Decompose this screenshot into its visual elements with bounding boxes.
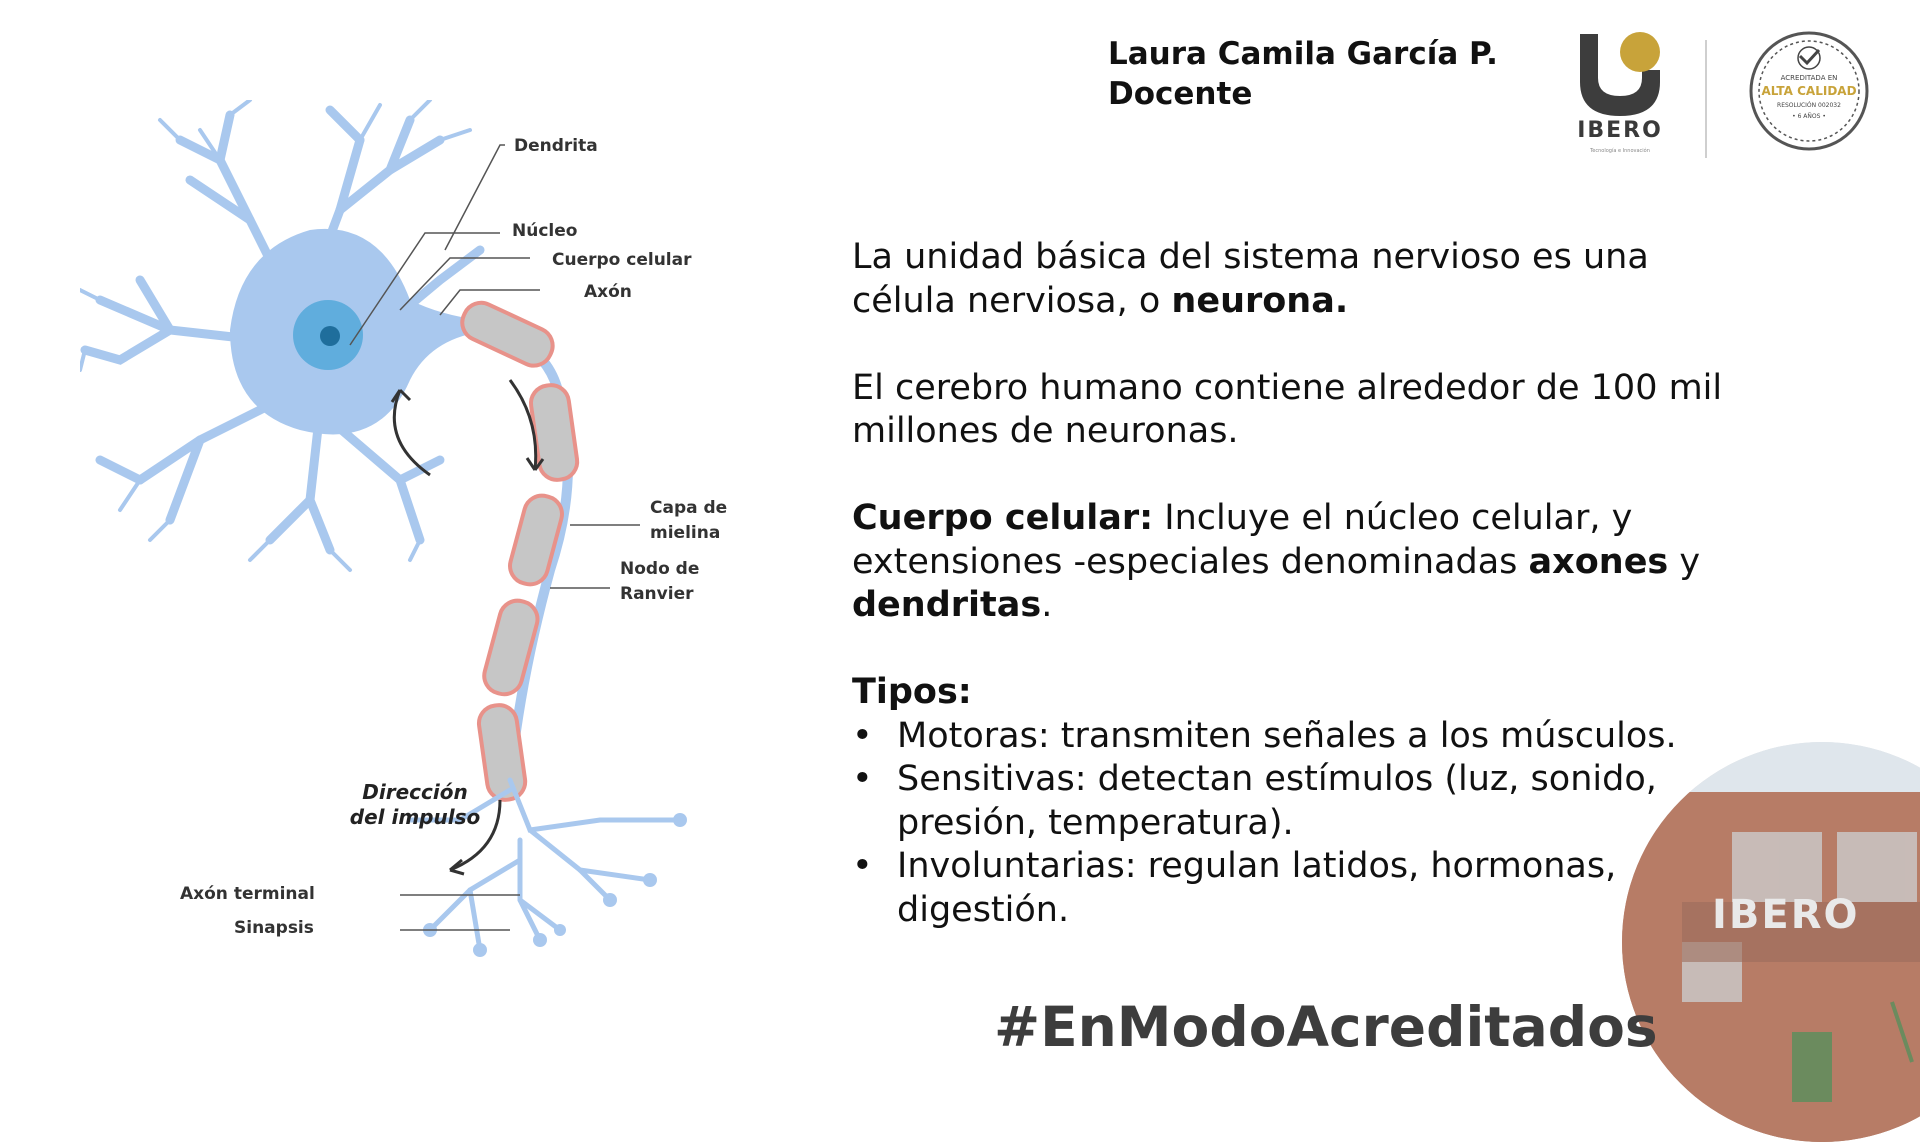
seal-line-2: ALTA CALIDAD xyxy=(1761,84,1857,98)
types-list xyxy=(852,715,1732,933)
label-dendrita: Dendrita xyxy=(514,136,598,156)
paragraph-cuerpo-celular: Cuerpo celular: Incluye el núcleo celular, y extensiones -especiales denominadas axones y dendritas. xyxy=(852,498,1701,625)
types-title: Tipos: xyxy=(852,672,972,712)
ibero-wordmark: IBERO xyxy=(1577,118,1663,143)
accreditation-seal xyxy=(1748,30,1870,152)
ibero-logo-icon xyxy=(1570,30,1670,120)
label-axon-terminal: Axón terminal xyxy=(180,884,315,904)
header xyxy=(1108,34,1498,114)
presenter-name: Laura Camila García P. xyxy=(1108,36,1498,72)
label-nucleo: Núcleo xyxy=(512,221,578,241)
list-item: • Sensitivas: detectan estímulos (luz, sonido, presión, temperatura). xyxy=(852,759,1657,843)
hashtag: #EnModoAcreditados xyxy=(994,995,1658,1059)
list-item: • Involuntarias: regulan latidos, hormonas, digestión. xyxy=(852,846,1617,930)
photo-sign: IBERO xyxy=(1712,892,1860,938)
list-item: • Motoras: transmiten señales a los músculos. xyxy=(852,715,1677,756)
presenter-role: Docente xyxy=(1108,76,1253,112)
ibero-logo xyxy=(1570,30,1670,160)
seal-line-4: • 6 AÑOS • xyxy=(1792,113,1826,120)
label-direccion-impulso: Dirección del impulso xyxy=(349,780,481,829)
seal-line-1: ACREDITADA EN xyxy=(1780,74,1838,82)
paragraph-cerebro: El cerebro humano contiene alrededor de 100 mil millones de neuronas. xyxy=(852,367,1723,451)
logo-divider xyxy=(1705,40,1707,158)
main-content xyxy=(852,236,1732,932)
label-nodo-ranvier: Nodo de Ranvier xyxy=(620,559,700,604)
label-axon: Axón xyxy=(584,282,632,302)
label-capa-mielina: Capa de mielina xyxy=(650,498,728,543)
label-cuerpo-celular: Cuerpo celular xyxy=(552,250,692,270)
nucleolus xyxy=(320,326,340,346)
label-sinapsis: Sinapsis xyxy=(234,918,314,938)
seal-line-3: RESOLUCIÓN 002032 xyxy=(1777,102,1841,109)
paragraph-neurona: La unidad básica del sistema nervioso es una célula nerviosa, o neurona. xyxy=(852,237,1649,321)
ibero-tagline: Tecnología e Innovación xyxy=(1590,148,1650,154)
